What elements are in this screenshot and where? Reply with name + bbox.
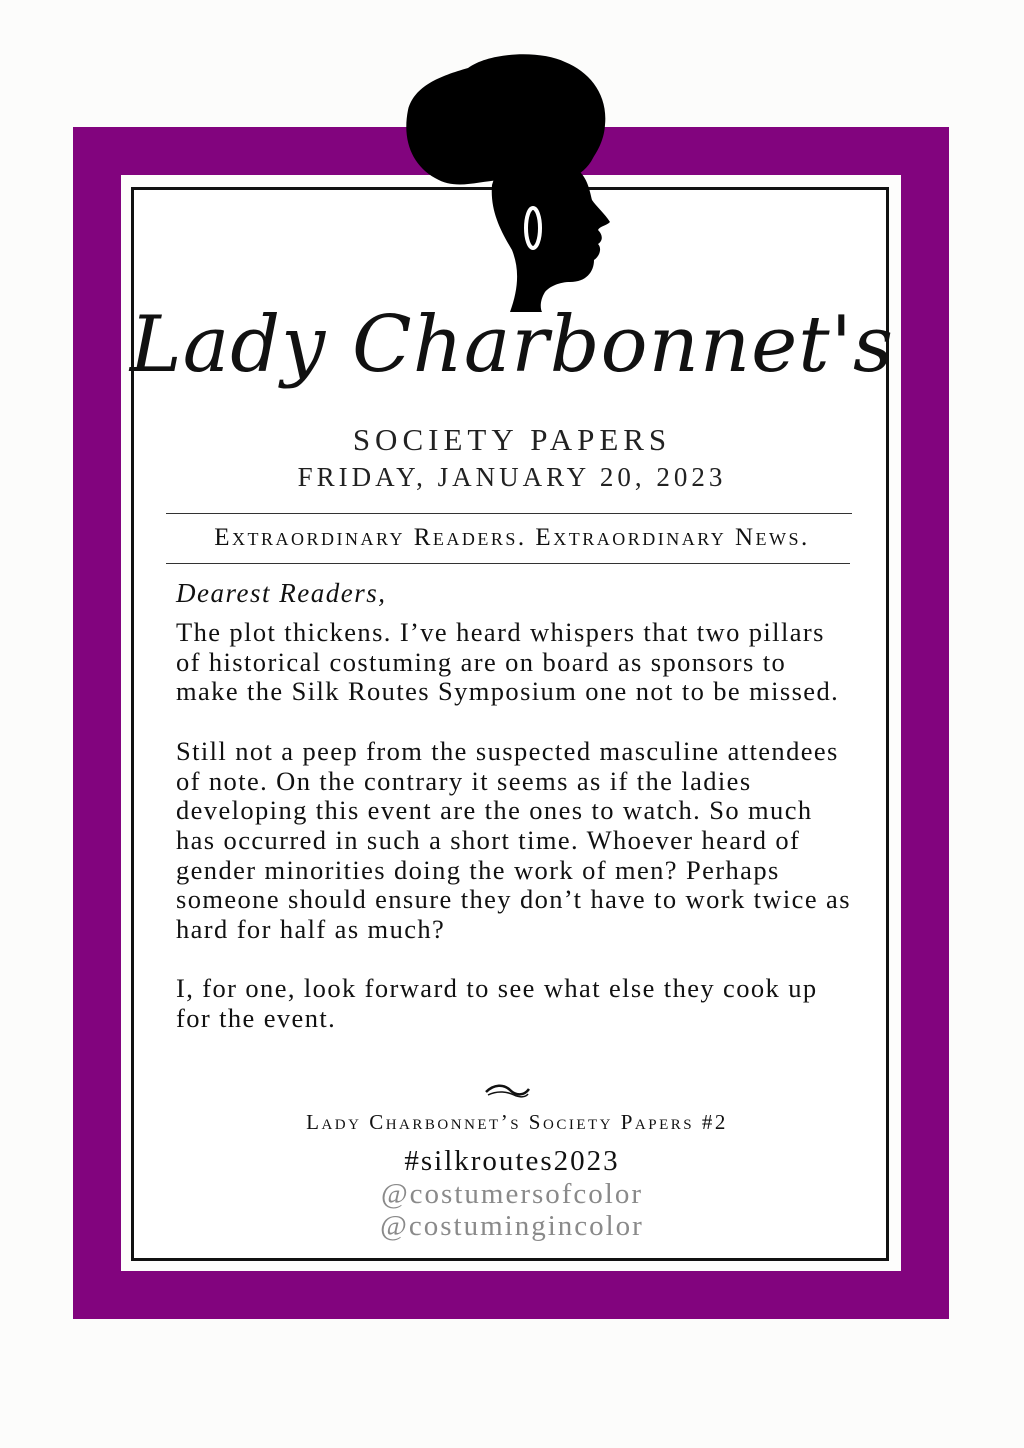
divider-bottom [166, 563, 850, 564]
masthead-subtitle: SOCIETY PAPERS [352, 422, 672, 457]
hashtag: #silkroutes2023 [404, 1145, 620, 1177]
paragraph: Still not a peep from the suspected masculine attendees of note. On the contrary it seems as if the ladies developing this event are the ones to watch. So much has occurred in such a short time. Whoever heard of gender minorities doing the work of men? Perhaps someone should ensure they don’t have to work twice as hard for half as much? [176, 735, 851, 945]
letter-body [176, 618, 856, 1064]
dateline: FRIDAY, JANUARY 20, 2023 [297, 462, 727, 492]
salutation: Dearest Readers, [176, 578, 387, 608]
issue-title: Lady Charbonnet’s Society Papers #2 [306, 1110, 728, 1134]
divider-top [166, 513, 852, 514]
social-handle: @costumingincolor [380, 1210, 644, 1242]
woman-silhouette-icon [400, 50, 620, 312]
tagline: Extraordinary Readers. Extraordinary News. [214, 524, 810, 551]
paragraph: I, for one, look forward to see what else they cook up for the event. [176, 973, 818, 1034]
ornament-flourish-icon [482, 1082, 532, 1100]
masthead-title: Lady Charbonnet's [129, 300, 895, 390]
paragraph: The plot thickens. I’ve heard whispers that two pillars of historical costuming are on board as sponsors to make the Silk Routes Symposium one not to be missed. [176, 617, 840, 707]
social-handle: @costumersofcolor [380, 1178, 644, 1210]
